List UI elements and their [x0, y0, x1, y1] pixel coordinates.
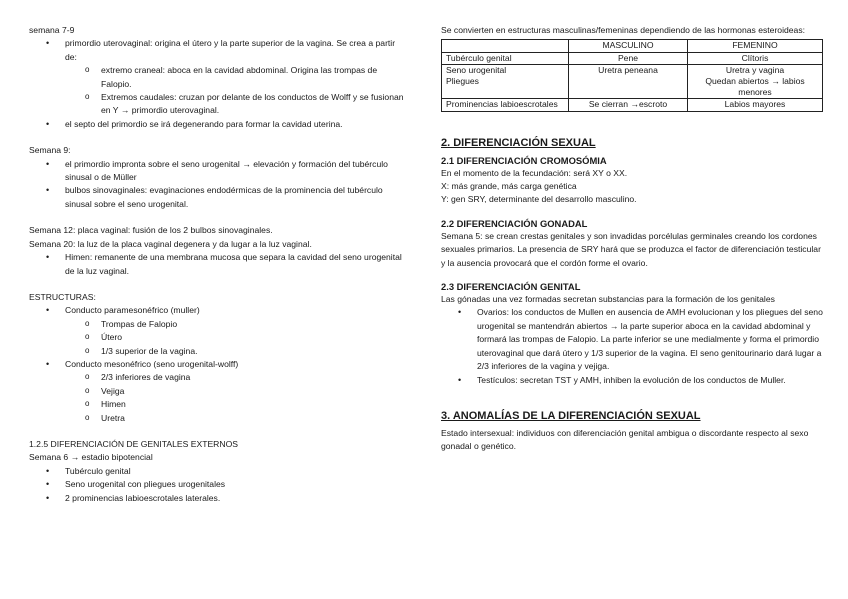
uterovaginal-text: primordio uterovaginal: origina el útero y la parte superior de la vagina. Se crea a partir de: [65, 38, 396, 62]
cell-line: Seno urogenital [446, 64, 507, 75]
table-cell: Prominencias labioescrotales [442, 99, 569, 111]
table-cell: Labios mayores [688, 99, 823, 111]
list-item: • Seno urogenital con pliegues urogenitales [29, 478, 409, 491]
week-7-9-section [29, 24, 409, 131]
week-20-text: Semana 20: la luz de la placa vaginal degenera y da lugar a la luz vaginal. [29, 238, 312, 249]
external-genitals-subtitle: Semana 6 → estadio bipotencial [29, 452, 153, 463]
list-item: o Vejiga [65, 385, 409, 398]
section-2-title: 2. DIFERENCIACIÓN SEXUAL [441, 136, 596, 149]
table-header-cell: FEMENINO [688, 40, 823, 52]
external-genitals-title: 1.2.5 DIFERENCIACIÓN DE GENITALES EXTERNOS [29, 438, 239, 449]
section-2-1-line: En el momento de la fecundación: será XY o XX. [441, 167, 628, 178]
table-cell: Tubérculo genital [442, 52, 569, 64]
structures-title: ESTRUCTURAS: [29, 291, 96, 302]
table-row [442, 52, 823, 64]
list-item: • el primordio impronta sobre el seno urogenital → elevación y formación del tubérculo sinusal o de Müller [29, 158, 409, 185]
table-cell [688, 64, 823, 99]
list-item: • Tubérculo genital [29, 465, 409, 478]
wolff-text: Conducto mesonéfrico (seno urogenital-wolff) [65, 358, 239, 369]
list-item: o extremo craneal: aboca en la cavidad abdominal. Origina las trompas de Falopio. [65, 64, 409, 91]
week-9-title: Semana 9: [29, 145, 71, 156]
section-2-2-text: Semana 5: se crean crestas genitales y son invadidas porcélulas germinales creando los cordones sexuales primarios. La presencia de SRY hará que se produzca el factor de diferenciación testicular y la ausencia provocará que el cordón forme el ovario. [441, 230, 821, 268]
differentiation-table [441, 39, 823, 111]
cell-line: Uretra y vagina [725, 64, 785, 75]
table-cell: Clítoris [688, 52, 823, 64]
week-12-20-section [29, 224, 409, 278]
section-2-2-title: 2.2 DIFERENCIACIÓN GONADAL [441, 217, 588, 229]
cell-line: Pliegues [446, 76, 479, 87]
week-9-section [29, 144, 409, 211]
table-cell: Pene [569, 52, 688, 64]
left-column [29, 24, 409, 514]
list-item: o Útero [65, 331, 409, 344]
table-row [442, 64, 823, 99]
section-2-3-title: 2.3 DIFERENCIACIÓN GENITAL [441, 281, 581, 293]
list-item: • 2 prominencias labioescrotales laterales. [29, 492, 409, 505]
list-item: • Himen: remanente de una membrana mucosa que separa la cavidad del seno urogenital de la luz vaginal. [29, 251, 409, 278]
week-7-9-title: semana 7-9 [29, 25, 75, 35]
list-item: • Ovarios: los conductos de Mullen en ausencia de AMH evolucionan y los pliegues del seno urogenital se mantendrán abiertos → la parte superior aboca en la cavidad abdominal y formará las trompas de Falopio. La parte inferior se une medialmente y forma el primordio uterovaginal que dará útero y 1/3 superior de la vagina. El seno genitourinario dará lugar a 2/3 inferiores de la vagina y vejiga. [441, 306, 823, 373]
table-row [442, 99, 823, 111]
section-3-title: 3. ANOMALÍAS DE LA DIFERENCIACIÓN SEXUAL [441, 409, 701, 422]
right-column [441, 24, 823, 454]
table-cell: Uretra peneana [569, 64, 688, 99]
section-2-1-line: Y: gen SRY, determinante del desarrollo masculino. [441, 194, 637, 205]
intro-text: Se convierten en estructuras masculinas/femeninas dependiendo de las hormonas esteroideas: [441, 25, 806, 35]
list-item: o 2/3 inferiores de vagina [65, 371, 409, 384]
list-item: o 1/3 superior de la vagina. [65, 345, 409, 358]
list-item: • el septo del primordio se irá degenerando para formar la cavidad uterina. [29, 118, 409, 131]
table-cell: Se cierran →escroto [569, 99, 688, 111]
section-2-1-line: X: más grande, más carga genética [441, 181, 577, 192]
external-genitals-section [29, 438, 409, 505]
list-item [29, 37, 409, 117]
section-3-text: Estado intersexual: individuos con diferenciación genital ambigua o discordante respecto al sexo gonadal o genético. [441, 427, 809, 452]
muller-text: Conducto paramesonéfrico (muller) [65, 305, 200, 316]
list-item: o Extremos caudales: cruzan por delante de los conductos de Wolff y se fusionan en Y → primordio uterovaginal. [65, 91, 409, 118]
section-2-1-title: 2.1 DIFERENCIACIÓN CROMOSÓMIA [441, 154, 607, 166]
list-item [29, 304, 409, 358]
list-item: o Uretra [65, 412, 409, 425]
section-2-3-text: Las gónadas una vez formadas secretan substancias para la formación de los genitales [441, 294, 775, 305]
week-12-text: Semana 12: placa vaginal: fusión de los 2 bulbos sinovaginales. [29, 225, 273, 236]
list-item: o Himen [65, 398, 409, 411]
list-item: • Testículos: secretan TST y AMH, inhiben la evolución de los conductos de Muller. [441, 374, 823, 387]
table-header-cell: MASCULINO [569, 40, 688, 52]
list-item [29, 358, 409, 425]
list-item: • bulbos sinovaginales: evaginaciones endodérmicas de la prominencia del tubérculo sinusal sobre el seno urogenital. [29, 184, 409, 211]
list-item: o Trompas de Falopio [65, 318, 409, 331]
structures-section [29, 291, 409, 425]
table-header-cell [442, 40, 569, 52]
cell-line: Quedan abiertos → labios menores [705, 76, 805, 98]
table-cell [442, 64, 569, 99]
table-header-row [442, 40, 823, 52]
